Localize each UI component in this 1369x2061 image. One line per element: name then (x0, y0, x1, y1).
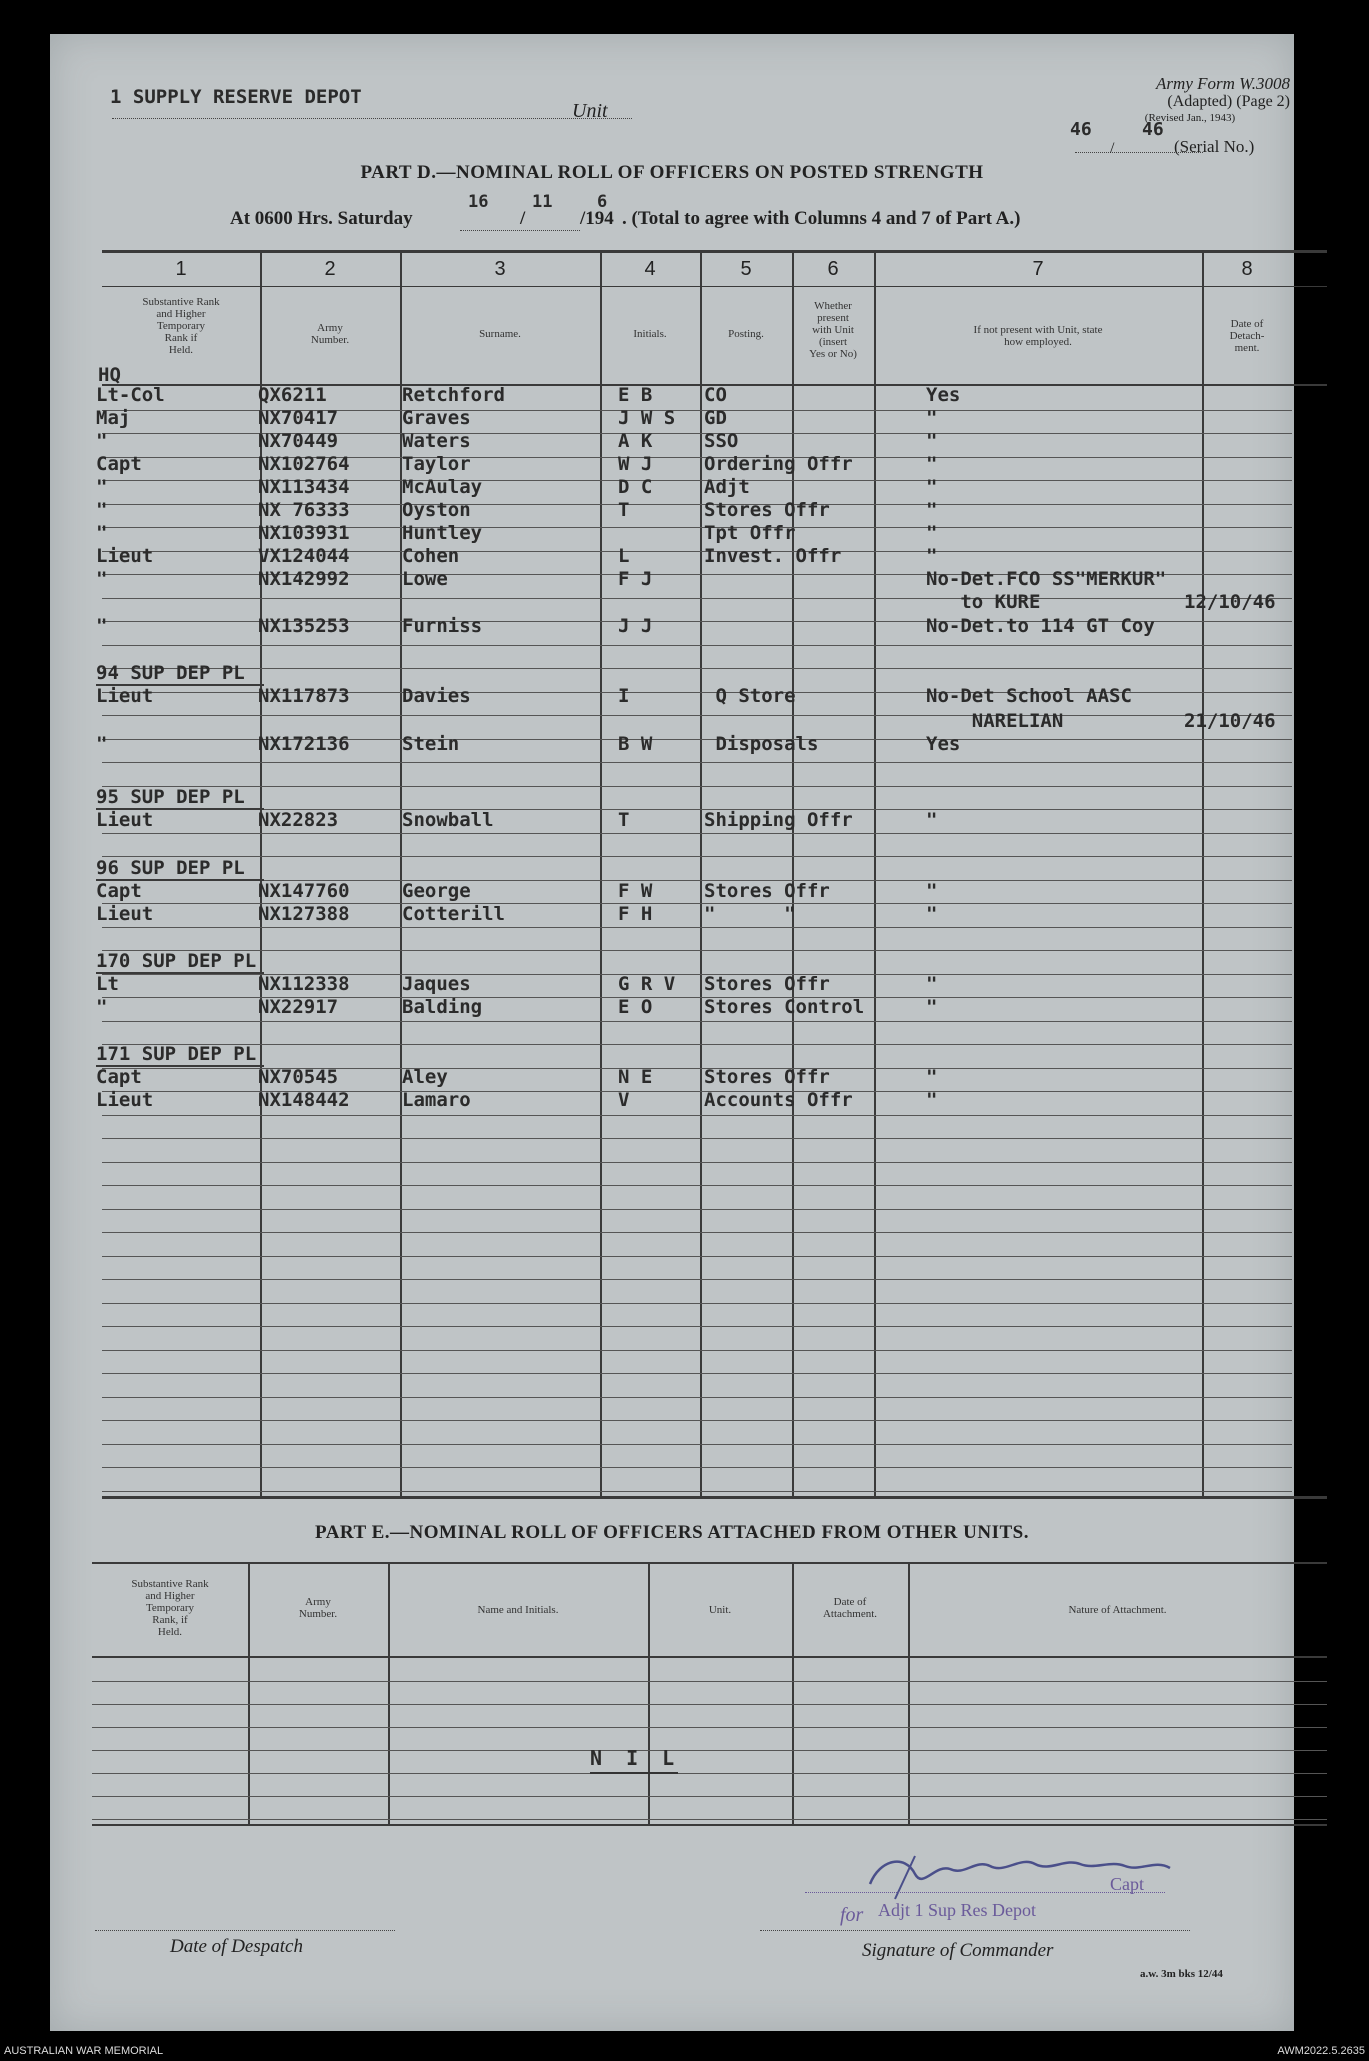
colnum-rule (102, 286, 1327, 287)
cell-rank: Capt (96, 1066, 142, 1088)
column-line (874, 252, 876, 1498)
part-e-top-rule (92, 1562, 1327, 1564)
serial-b: 46 (1142, 119, 1164, 140)
row-rule (102, 1138, 1292, 1139)
part-d-suffix: . (Total to agree with Columns 4 and 7 of Part A.) (622, 208, 1021, 229)
cell-num: NX142992 (258, 568, 350, 590)
cell-posting: Accounts Offr (704, 1089, 853, 1111)
cell-num: NX103931 (258, 522, 350, 544)
row-rule (102, 762, 1292, 763)
cell-init: A K (618, 430, 653, 452)
cell-init: E O (618, 996, 653, 1018)
row-rule (102, 1021, 1292, 1022)
cell-surname: Cohen (402, 545, 460, 567)
cell-surname: Stein (402, 733, 460, 755)
part-d-title: PART D.—NOMINAL ROLL OF OFFICERS ON POSTED STRENGTH (360, 162, 984, 183)
cell-posting: GD (704, 407, 727, 429)
archive-left: AUSTRALIAN WAR MEMORIAL (4, 2045, 164, 2057)
cell-num: NX70545 (258, 1066, 339, 1088)
row-rule (102, 1350, 1292, 1351)
cell-surname: Balding (402, 996, 483, 1018)
row-rule (102, 1209, 1292, 1210)
cell-surname: Aley (402, 1066, 448, 1088)
row-rule (92, 1773, 1327, 1774)
cell-posting: Stores Offr (704, 880, 830, 902)
form-page (50, 34, 1294, 2031)
row-rule (102, 1420, 1292, 1421)
part-d-day: 16 (468, 192, 489, 212)
cell-col7: " (926, 407, 938, 429)
e-header-unit: Unit. (708, 1604, 732, 1616)
part-d-year-prefix: /194 (580, 208, 614, 229)
cell-surname: Jaques (402, 973, 471, 995)
stamp-for: for (840, 1904, 864, 1926)
row-rule (92, 1796, 1327, 1797)
cell-rank: Lieut (96, 1089, 154, 1111)
form-revised: (Revised Jan., 1943) (1144, 112, 1236, 124)
part-d-year-digit: 6 (597, 192, 608, 212)
serial-label: (Serial No.) (1174, 137, 1255, 156)
cell-rank: Lieut (96, 903, 154, 925)
cell-col7: " (926, 973, 938, 995)
cell-init: V (618, 1089, 630, 1111)
cell-col7: Yes (926, 384, 961, 406)
colnum-7: 7 (1032, 258, 1044, 280)
cell-col7: " (926, 453, 938, 475)
cell-rank: " (96, 499, 108, 521)
part-e-header-rule (92, 1656, 1327, 1658)
row-rule (92, 1819, 1327, 1820)
colnum-5: 5 (740, 258, 752, 280)
cell-col7: " (926, 903, 938, 925)
cell-num: NX22823 (258, 809, 339, 831)
cell-init: F W (618, 880, 653, 902)
archive-footer (0, 2040, 1369, 2061)
cell-num: NX147760 (258, 880, 350, 902)
row-rule (102, 950, 1292, 951)
header-army-number: Army Number. (310, 322, 350, 346)
unit-value: 1 SUPPLY RESERVE DEPOT (110, 86, 362, 108)
row-rule (92, 1727, 1327, 1728)
cell-rank: Lt-Col (96, 384, 165, 406)
section-underline (96, 972, 264, 974)
cell-num: NX70417 (258, 407, 339, 429)
cell-posting: SSO (704, 430, 739, 452)
cell-rank: 171 SUP DEP PL (96, 1043, 257, 1065)
cell-posting: Disposals (704, 733, 819, 755)
cell-surname: Retchford (402, 384, 505, 406)
cell-num: NX127388 (258, 903, 350, 925)
cell-rank: Lt (96, 973, 119, 995)
row-rule (102, 1373, 1292, 1374)
cell-num: QX6211 (258, 384, 327, 406)
cell-col7: " (926, 499, 938, 521)
row-rule (102, 598, 1292, 599)
stamp-capt: Capt (1110, 1874, 1144, 1894)
cell-rank: 94 SUP DEP PL (96, 662, 245, 684)
row-rule (102, 1185, 1292, 1186)
row-rule (92, 1750, 1327, 1751)
nil-entry: N I L (590, 1746, 681, 1770)
cell-posting: CO (704, 384, 727, 406)
colnum-1: 1 (175, 258, 187, 280)
cell-surname: Davies (402, 685, 471, 707)
cell-num: NX112338 (258, 973, 350, 995)
cell-surname: Lowe (402, 568, 448, 590)
row-rule (102, 715, 1292, 716)
cell-posting: Shipping Offr (704, 809, 853, 831)
cell-init: W J (618, 453, 653, 475)
table-bottom-rule (102, 1496, 1327, 1499)
cell-posting: Stores Control (704, 996, 865, 1018)
header-employment: If not present with Unit, state how employed. (973, 324, 1103, 348)
column-line (1202, 252, 1204, 1498)
cell-rank: " (96, 733, 108, 755)
cell-posting: Invest. Offr (704, 545, 842, 567)
row-rule (102, 927, 1292, 928)
cell-init: B W (618, 733, 653, 755)
e-header-army-number: Army Number. (298, 1596, 338, 1620)
cell-num: VX124044 (258, 545, 350, 567)
row-rule (102, 1279, 1292, 1280)
colnum-6: 6 (827, 258, 839, 280)
stamp-adjt: Adjt 1 Sup Res Depot (878, 1900, 1037, 1920)
cell-rank: " (96, 522, 108, 544)
cell-surname: Huntley (402, 522, 483, 544)
date-slash: / (520, 208, 526, 229)
row-rule (102, 1467, 1292, 1468)
part-e-bottom-rule (92, 1824, 1327, 1826)
cell-rank: " (96, 568, 108, 590)
cell-surname: George (402, 880, 471, 902)
e-header-nature: Nature of Attachment. (1068, 1604, 1167, 1616)
cell-rank: Capt (96, 880, 142, 902)
cell-posting: " " (704, 903, 796, 925)
cell-col7: NARELIAN (926, 710, 1064, 732)
cell-rank: " (96, 615, 108, 637)
e-header-name: Name and Initials. (477, 1604, 559, 1616)
cell-col7: No-Det.to 114 GT Coy (926, 615, 1155, 637)
cell-posting: Q Store (704, 685, 796, 707)
cell-surname: McAulay (402, 476, 483, 498)
cell-init: E B (618, 384, 653, 406)
row-rule (102, 1162, 1292, 1163)
cell-col7: " (926, 545, 938, 567)
cell-posting: Stores Offr (704, 973, 830, 995)
row-rule (102, 1491, 1292, 1492)
cell-rank: Lieut (96, 809, 154, 831)
table-top-rule (102, 250, 1327, 253)
cell-rank: " (96, 996, 108, 1018)
cell-num: NX135253 (258, 615, 350, 637)
cell-rank: 95 SUP DEP PL (96, 786, 245, 808)
row-rule (102, 1303, 1292, 1304)
row-rule (102, 1044, 1292, 1045)
cell-init: I (618, 685, 630, 707)
cell-init: J J (618, 615, 653, 637)
header-present: Whether present with Unit (insert Yes or No) (809, 300, 857, 360)
signature-label: Signature of Commander (862, 1940, 1054, 1961)
cell-posting: Stores Offr (704, 499, 830, 521)
column-line (600, 252, 602, 1498)
row-rule (102, 1115, 1292, 1116)
cell-rank: Lieut (96, 685, 154, 707)
cell-col7: " (926, 996, 938, 1018)
cell-init: T (618, 809, 630, 831)
header-initials: Initials. (633, 328, 667, 340)
serial-a: 46 (1070, 119, 1092, 140)
cell-posting: Stores Offr (704, 1066, 830, 1088)
cell-rank: 96 SUP DEP PL (96, 857, 245, 879)
part-d-month: 11 (532, 192, 553, 212)
cell-num: NX102764 (258, 453, 350, 475)
cell-init: J W S (618, 407, 676, 429)
signature-line (760, 1930, 1190, 1931)
archive-right: AWM2022.5.2635 (1277, 2045, 1365, 2057)
cell-init: L (618, 545, 630, 567)
row-rule (102, 1326, 1292, 1327)
unit-label: Unit (572, 100, 608, 122)
cell-rank: 170 SUP DEP PL (96, 950, 257, 972)
row-rule (92, 1681, 1327, 1682)
row-rule (102, 1256, 1292, 1257)
unit-dotted-line (112, 118, 632, 119)
cell-surname: Cotterill (402, 903, 505, 925)
cell-init: D C (618, 476, 653, 498)
cell-num: NX172136 (258, 733, 350, 755)
cell-rank: " (96, 476, 108, 498)
cell-surname: Waters (402, 430, 471, 452)
part-d-at-prefix: At 0600 Hrs. Saturday (230, 208, 413, 229)
cell-surname: Furniss (402, 615, 483, 637)
cell-surname: Lamaro (402, 1089, 471, 1111)
hq-label: HQ (98, 364, 121, 386)
form-number: Army Form W.3008 (1156, 74, 1290, 93)
e-header-date: Date of Attachment. (822, 1596, 878, 1620)
row-rule (102, 786, 1292, 787)
despatch-label: Date of Despatch (170, 1936, 303, 1957)
row-rule (102, 856, 1292, 857)
row-rule (102, 1232, 1292, 1233)
header-surname: Surname. (479, 328, 521, 340)
header-date-detachment: Date of Detach- ment. (1229, 318, 1265, 354)
header-posting: Posting. (728, 328, 764, 340)
cell-surname: Snowball (402, 809, 494, 831)
print-code: a.w. 3m bks 12/44 (1140, 1968, 1223, 1980)
row-rule (102, 668, 1292, 669)
row-rule (102, 1444, 1292, 1445)
row-rule (102, 1397, 1292, 1398)
cell-rank: Lieut (96, 545, 154, 567)
colnum-8: 8 (1241, 258, 1253, 280)
row-rule (92, 1704, 1327, 1705)
cell-col7: " (926, 1089, 938, 1111)
colnum-3: 3 (494, 258, 506, 280)
nil-underline (590, 1772, 678, 1774)
date-dotted-line (460, 230, 580, 231)
cell-col7: No-Det School AASC (926, 685, 1132, 707)
row-rule (102, 833, 1292, 834)
e-header-rank: Substantive Rank and Higher Temporary Rank, if Held. (131, 1578, 209, 1638)
cell-num: NX113434 (258, 476, 350, 498)
column-line (792, 252, 794, 1498)
cell-col7: " (926, 880, 938, 902)
cell-surname: Graves (402, 407, 471, 429)
part-e-title: PART E.—NOMINAL ROLL OF OFFICERS ATTACHED FROM OTHER UNITS. (315, 1522, 1029, 1543)
cell-col7: No-Det.FCO SS"MERKUR" (926, 568, 1167, 590)
cell-num: NX22917 (258, 996, 339, 1018)
form-adapted: (Adapted) (Page 2) (1167, 93, 1290, 110)
cell-num: NX70449 (258, 430, 339, 452)
cell-rank: " (96, 430, 108, 452)
cell-rank: Maj (96, 407, 131, 429)
cell-col8: 21/10/46 (1184, 710, 1276, 732)
cell-col7: " (926, 476, 938, 498)
cell-init: T (618, 499, 630, 521)
cell-col7: " (926, 430, 938, 452)
despatch-line (95, 1930, 395, 1931)
serial-slash: / (1110, 140, 1115, 157)
cell-num: NX 76333 (258, 499, 350, 521)
cell-num: NX148442 (258, 1089, 350, 1111)
cell-init: F H (618, 903, 653, 925)
cell-surname: Taylor (402, 453, 471, 475)
column-line (700, 252, 702, 1498)
cell-col7: to KURE (926, 591, 1041, 613)
colnum-4: 4 (644, 258, 656, 280)
cell-col7: " (926, 522, 938, 544)
row-rule (102, 645, 1292, 646)
cell-init: G R V (618, 973, 676, 995)
cell-col7: Yes (926, 733, 961, 755)
cell-surname: Oyston (402, 499, 471, 521)
cell-posting: Adjt (704, 476, 750, 498)
cell-posting: Tpt Offr (704, 522, 796, 544)
cell-col7: " (926, 809, 938, 831)
cell-rank: Capt (96, 453, 142, 475)
cell-num: NX117873 (258, 685, 350, 707)
cell-col8: 12/10/46 (1184, 591, 1276, 613)
cell-col7: " (926, 1066, 938, 1088)
cell-init: F J (618, 568, 653, 590)
cell-init: N E (618, 1066, 653, 1088)
colnum-2: 2 (324, 258, 336, 280)
cell-posting: Ordering Offr (704, 453, 853, 475)
header-rank: Substantive Rank and Higher Temporary Rank if Held. (142, 296, 220, 356)
